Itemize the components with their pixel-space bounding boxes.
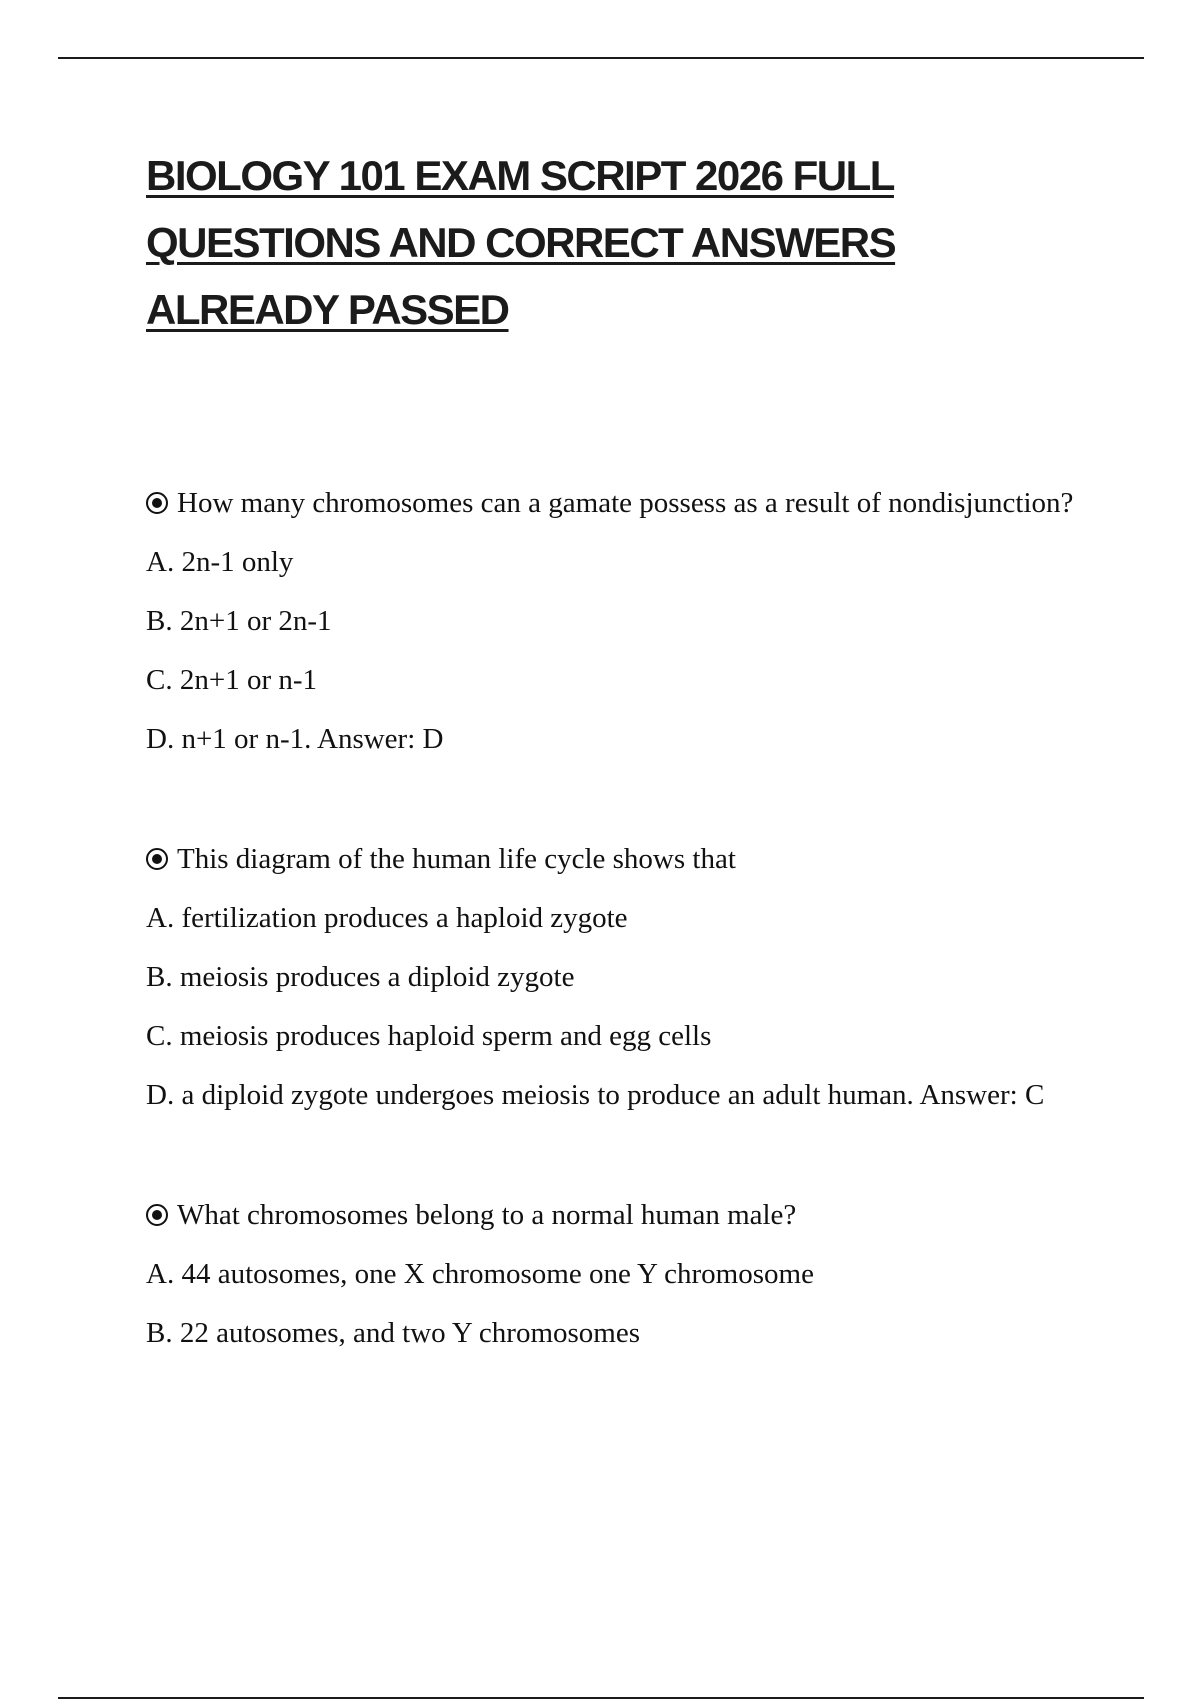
option-d: D. n+1 or n-1. Answer: D xyxy=(146,723,444,755)
option-b: B. 2n+1 or 2n-1 xyxy=(146,605,332,637)
option-a: A. fertilization produces a haploid zygote xyxy=(146,902,628,934)
question-1 xyxy=(146,481,1076,761)
question-text: This diagram of the human life cycle shows that xyxy=(146,837,1076,881)
option-b: B. 22 autosomes, and two Y chromosomes xyxy=(146,1317,641,1349)
radio-bullet-icon xyxy=(146,1204,168,1226)
question-2 xyxy=(146,837,1076,1117)
option-c: C. 2n+1 or n-1 xyxy=(146,664,318,696)
question-3 xyxy=(146,1193,1076,1355)
question-text: How many chromosomes can a gamate possess as a result of nondisjunction? xyxy=(146,481,1076,525)
option-b: B. meiosis produces a diploid zygote xyxy=(146,961,575,993)
question-text: What chromosomes belong to a normal human male? xyxy=(146,1193,1076,1237)
option-a: A. 2n-1 only xyxy=(146,546,294,578)
top-rule xyxy=(58,57,1144,59)
question-list xyxy=(146,481,1076,1431)
radio-bullet-icon xyxy=(146,848,168,870)
option-d: D. a diploid zygote undergoes meiosis to produce an adult human. Answer: C xyxy=(146,1079,1045,1111)
option-a: A. 44 autosomes, one X chromosome one Y chromosome xyxy=(146,1258,814,1290)
radio-bullet-icon xyxy=(146,492,168,514)
option-c: C. meiosis produces haploid sperm and egg cells xyxy=(146,1020,712,1052)
bottom-rule xyxy=(58,1697,1144,1699)
document-title: BIOLOGY 101 EXAM SCRIPT 2026 FULL QUESTIONS AND CORRECT ANSWERS ALREADY PASSED xyxy=(146,152,896,333)
